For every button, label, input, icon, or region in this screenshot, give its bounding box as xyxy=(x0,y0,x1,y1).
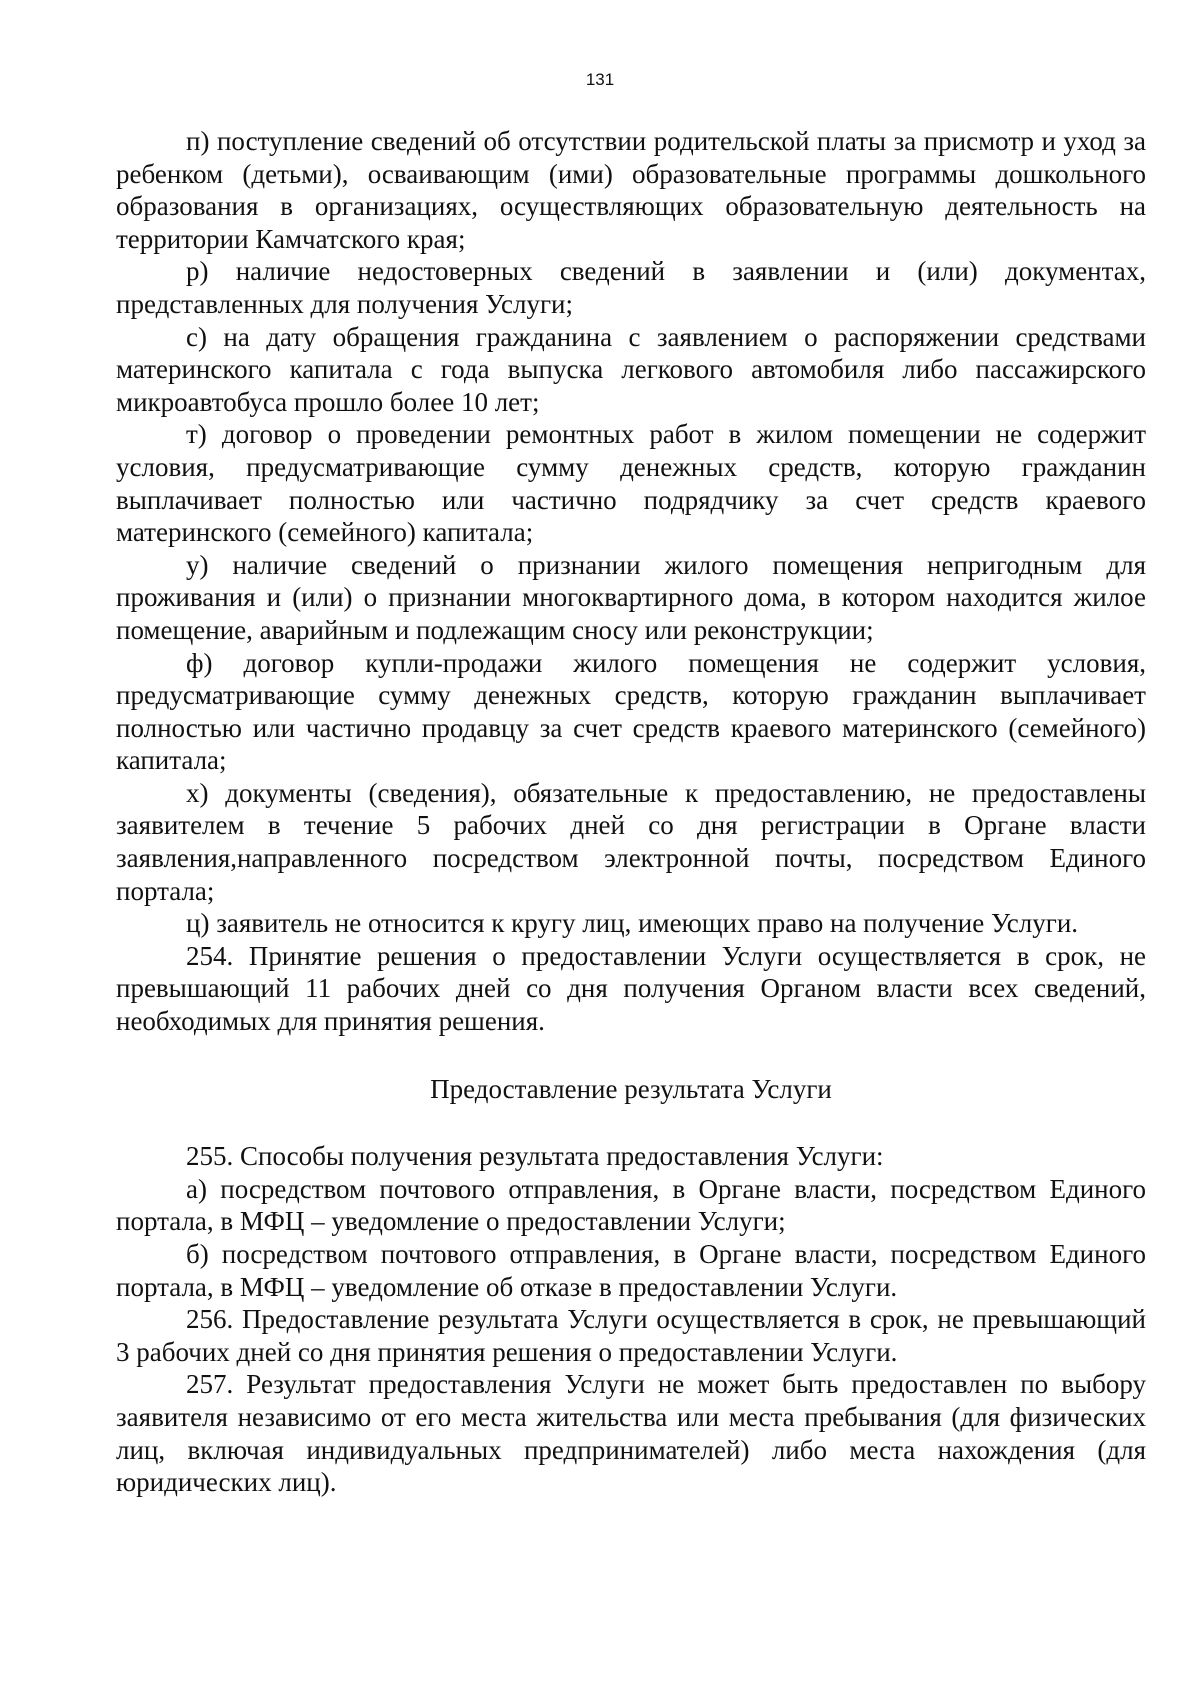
paragraph-257: 257. Результат предоставления Услуги не может быть предоставлен по выбору заявителя независимо от его места жительства или места пребывания (для физических лиц, включая индивидуальных предпринимателей) либо места нахождения (для юридических лиц). xyxy=(116,1369,1146,1498)
document-body xyxy=(116,125,1146,1499)
paragraph-254: 254. Принятие решения о предоставлении Услуги осуществляется в срок, не превышающий 11 рабочих дней со дня получения Органом власти всех сведений, необходимых для принятия решения. xyxy=(116,940,1146,1037)
paragraph-u: у) наличие сведений о признании жилого помещения непригодным для проживания и (или) о признании многоквартирного дома, в котором находится жилое помещение, аварийным и подлежащим сносу или реконструкции; xyxy=(116,549,1146,645)
paragraph-255-a: а) посредством почтового отправления, в Органе власти, посредством Единого портала, в МФЦ – уведомление о предоставлении Услуги; xyxy=(116,1173,1146,1237)
paragraph-f: ф) договор купли-продажи жилого помещения не содержит условия, предусматривающие сумму денежных средств, которую гражданин выплачивает полностью или частично продавцу за счет средств краевого материнского (семейного) капитала; xyxy=(116,647,1146,776)
section-heading: Предоставление результата Услуги xyxy=(430,1073,832,1104)
paragraph-256: 256. Предоставление результата Услуги осуществляется в срок, не превышающий 3 рабочих дней со дня принятия решения о предоставлении Услуги. xyxy=(116,1304,1146,1367)
paragraph-t: т) договор о проведении ремонтных работ в жилом помещении не содержит условия, предусматривающие сумму денежных средств, которую гражданин выплачивает полностью или частично подрядчику за счет средств краевого материнского (семейного) капитала; xyxy=(116,419,1146,548)
paragraph-p: п) поступление сведений об отсутствии родительской платы за присмотр и уход за ребенком (детьми), осваивающим (ими) образовательные программы дошкольного образования в организациях, осуществляющих образовательную деятельность на территории Камчатского края; xyxy=(116,126,1146,254)
paragraph-s: с) на дату обращения гражданина с заявлением о распоряжении средствами материнского капитала с года выпуска легкового автомобиля либо пассажирского микроавтобуса прошло более 10 лет; xyxy=(116,321,1146,417)
paragraph-kh: х) документы (сведения), обязательные к предоставлению, не предоставлены заявителем в течение 5 рабочих дней со дня регистрации в Органе власти заявления,направленного посредством электронной почты, посредством Единого портала; xyxy=(116,777,1146,906)
paragraph-r: р) наличие недостоверных сведений в заявлении и (или) документах, представленных для получения Услуги; xyxy=(116,256,1146,319)
paragraph-255-b: б) посредством почтового отправления, в Органе власти, посредством Единого портала, в МФЦ – уведомление об отказе в предоставлении Услуги. xyxy=(116,1239,1146,1302)
paragraph-ts: ц) заявитель не относится к кругу лиц, имеющих право на получение Услуги. xyxy=(186,908,1079,939)
paragraph-255: 255. Способы получения результата предоставления Услуги: xyxy=(186,1141,884,1172)
page-number: 131 xyxy=(585,70,615,89)
